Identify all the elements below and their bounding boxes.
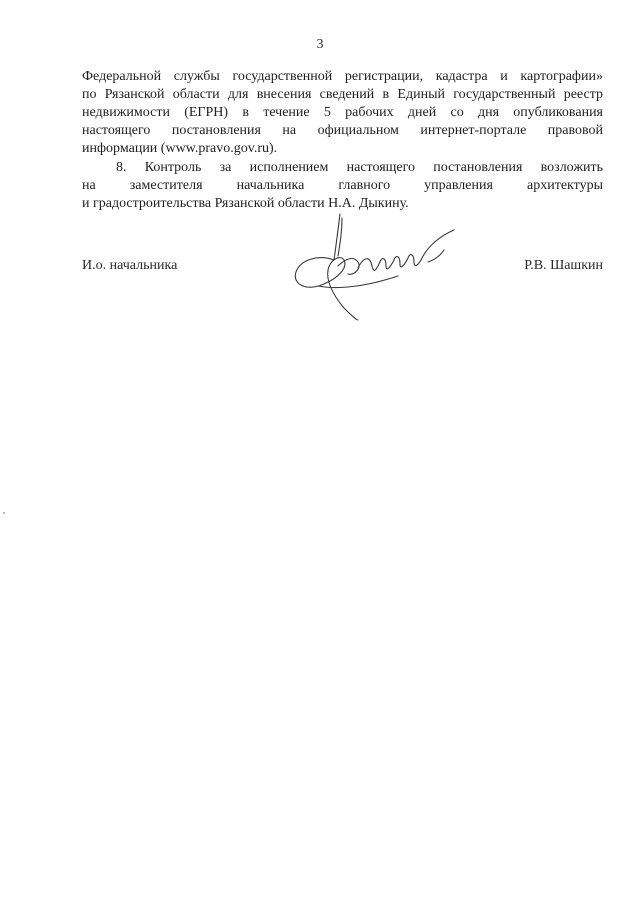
text-line: настоящего постановления на официальном интернет-портале правовой [82, 123, 603, 138]
text-line: на заместителя начальника главного управления архитектуры [82, 178, 603, 193]
text-line: информации (www.pravo.gov.ru). [82, 141, 278, 156]
text-line: 8. Контроль за исполнением настоящего постановления возложить [116, 160, 603, 175]
text-line: и градостроительства Рязанской области Н.А. Дыкину. [82, 196, 409, 211]
paragraph-8 [82, 159, 603, 213]
text-line: по Рязанской области для внесения сведений в Единый государственный реестр [82, 87, 603, 102]
paragraph-continuation [82, 68, 603, 158]
text-line: Федеральной службы государственной регистрации, кадастра и картографии» [82, 69, 603, 84]
scan-speck [3, 512, 5, 514]
signature-row [82, 258, 603, 288]
text-line: недвижимости (ЕГРН) в течение 5 рабочих дней со дня опубликования [82, 105, 603, 120]
page-number: 3 [316, 37, 324, 52]
signatory-title: И.о. начальника [82, 258, 178, 273]
signatory-name: Р.В. Шашкин [524, 258, 603, 273]
